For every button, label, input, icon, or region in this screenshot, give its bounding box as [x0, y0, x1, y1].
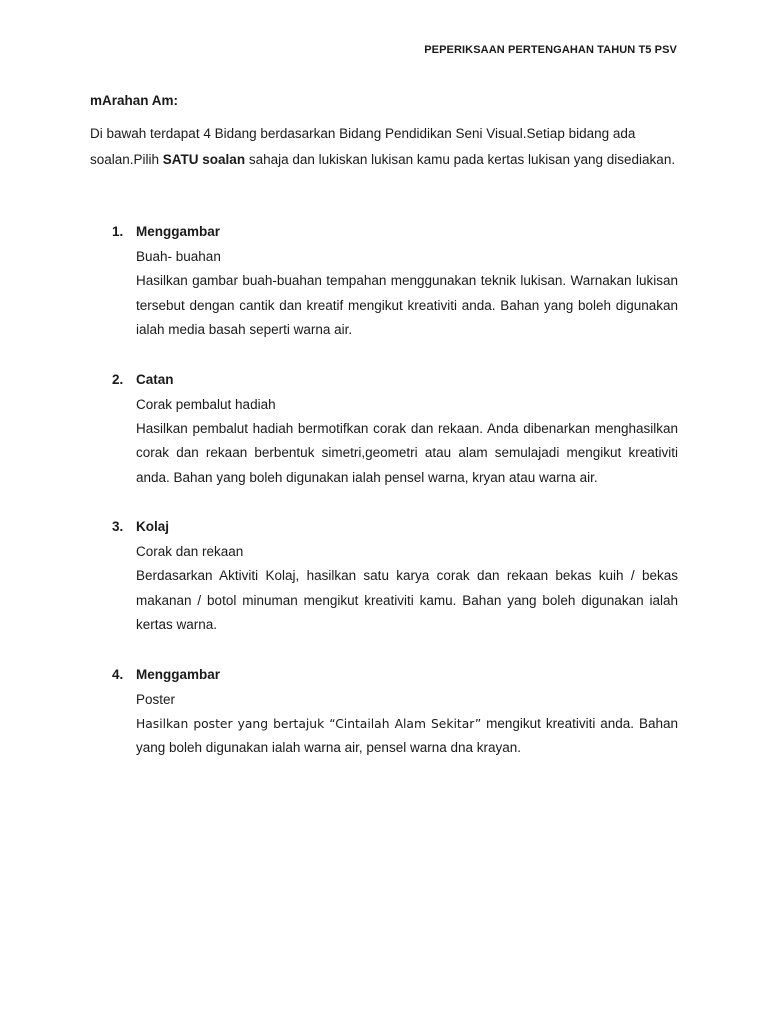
question-body: Berdasarkan Aktiviti Kolaj, hasilkan satu karya corak dan rekaan bekas kuih / bekas makanan / botol minuman mengikut kreativiti kamu. Bahan yang boleh digunakan ialah kertas warna. — [136, 568, 678, 632]
question-heading — [112, 514, 678, 539]
question-title: Catan — [136, 371, 174, 387]
question-title: Menggambar — [136, 666, 221, 682]
question-subheading: Buah- buahan — [136, 249, 221, 264]
page-header: PEPERIKSAAN PERTENGAHAN TAHUN T5 PSV — [424, 44, 677, 56]
question-body — [136, 712, 678, 761]
question-number: 2. — [112, 371, 124, 387]
question-number: 3. — [112, 519, 124, 534]
question-heading — [112, 662, 678, 687]
intro-text-2: sahaja dan lukiskan lukisan kamu pada kertas lukisan yang disediakan. — [245, 151, 676, 167]
question-title: Menggambar — [136, 224, 221, 239]
question-body-rest: mengikut kreativiti anda. Bahan yang boleh digunakan ialah warna air, pensel warna dna krayan. — [136, 715, 678, 755]
question-subheading: Corak dan rekaan — [136, 544, 244, 559]
question-heading — [112, 367, 678, 392]
question-title: Kolaj — [136, 519, 170, 534]
intro-bold: SATU soalan — [162, 151, 246, 167]
question-subheading: Poster — [136, 691, 176, 707]
question-body-alt-font: Hasilkan poster yang bertajuk “Cintailah Alam Sekitar” — [136, 716, 482, 731]
intro-text-1: Di bawah terdapat 4 Bidang berdasarkan Bidang Pendidikan Seni Visual.Setiap bidang ada soalan.Pilih — [90, 126, 636, 167]
question-3 — [112, 514, 678, 638]
question-subheading: Corak pembalut hadiah — [136, 396, 276, 412]
question-body: Hasilkan pembalut hadiah bermotifkan corak dan rekaan. Anda dibenarkan menghasilkan corak dan rekaan berbentuk simetri,geometri atau alam semulajadi mengikut kreativiti anda. Bahan yang boleh digunakan ialah pensel warna, kryan atau warna air. — [136, 420, 678, 485]
question-4 — [112, 662, 678, 761]
question-number: 1. — [112, 224, 124, 239]
question-heading — [112, 219, 678, 244]
question-1 — [112, 219, 678, 343]
instructions-paragraph — [90, 121, 690, 172]
question-number: 4. — [112, 666, 124, 682]
question-list — [112, 219, 678, 785]
question-body: Hasilkan gambar buah-buahan tempahan menggunakan teknik lukisan. Warnakan lukisan tersebut dengan cantik dan kreatif mengikut kreativiti anda. Bahan yang boleh digunakan ialah media basah seperti warna air. — [136, 273, 678, 337]
question-2 — [112, 367, 678, 491]
instructions-title: mArahan Am: — [90, 93, 179, 108]
